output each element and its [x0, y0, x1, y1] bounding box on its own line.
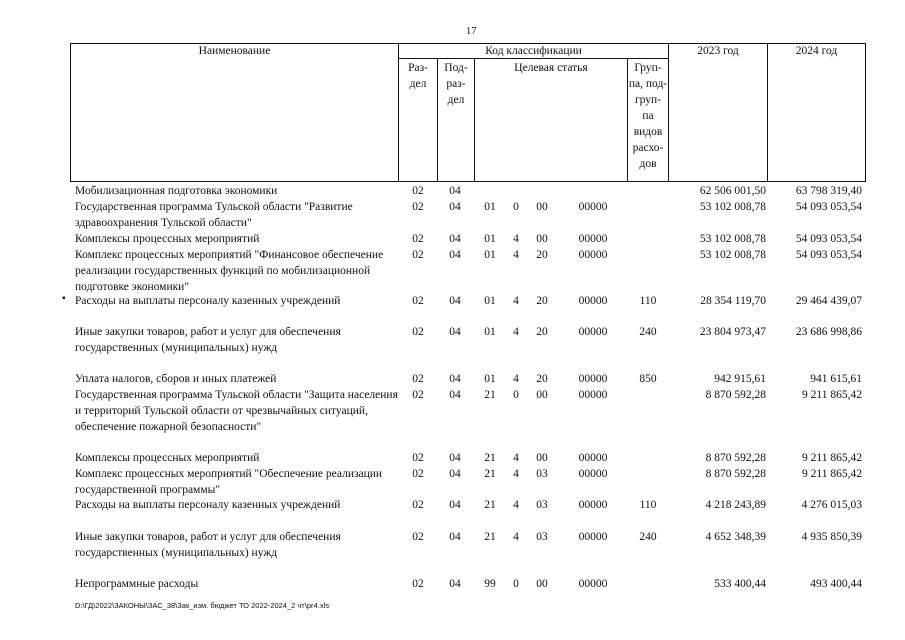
row-name: Уплата налогов, сборов и иных платежей [75, 373, 277, 385]
row-cs1: 01 [484, 201, 496, 213]
row-y1: 942 915,61 [714, 373, 766, 385]
row-cs1: 01 [484, 249, 496, 261]
row-y1: 8 870 592,28 [705, 468, 766, 480]
row-cs3: 00 [536, 578, 548, 590]
row-name: Комплексы процессных мероприятий [75, 452, 260, 464]
row-cs4: 00000 [578, 295, 608, 307]
row-y1: 62 506 001,50 [699, 185, 766, 197]
row-cs2: 4 [513, 452, 519, 464]
row-name: Комплексы процессных мероприятий [75, 233, 260, 245]
row-cs1: 21 [484, 531, 496, 543]
row-y2: 9 211 865,42 [802, 389, 862, 401]
row-r: 02 [412, 373, 424, 385]
row-r: 02 [412, 452, 424, 464]
header-code-group: Код классификации [485, 45, 582, 57]
row-y2: 54 093 053,54 [795, 249, 862, 261]
row-r: 02 [412, 531, 424, 543]
row-cs1: 01 [484, 373, 496, 385]
row-pr: 04 [449, 452, 461, 464]
row-vr: 240 [639, 326, 657, 338]
row-name: Непрограммные расходы [75, 578, 199, 590]
row-cs3: 03 [536, 468, 548, 480]
row-y1: 28 354 119,70 [700, 295, 766, 307]
row-y2: 4 935 850,39 [801, 531, 862, 543]
row-cs4: 00000 [578, 373, 608, 385]
row-pr: 04 [449, 373, 461, 385]
row-cs4: 00000 [578, 499, 608, 511]
row-pr: 04 [449, 499, 461, 511]
header-group: Груп- па, под- груп- па видов расхо- дов [628, 62, 668, 170]
row-cs3: 00 [536, 452, 548, 464]
row-cs2: 4 [513, 249, 519, 261]
row-r: 02 [412, 499, 424, 511]
row-r: 02 [412, 326, 424, 338]
row-pr: 04 [449, 249, 461, 261]
row-cs1: 21 [484, 468, 496, 480]
row-pr: 04 [449, 233, 461, 245]
row-cs3: 03 [536, 531, 548, 543]
row-cs2: 0 [513, 389, 519, 401]
row-y1: 53 102 008,78 [699, 233, 766, 245]
row-r: 02 [412, 578, 424, 590]
row-cs4: 00000 [578, 201, 608, 213]
row-pr: 04 [449, 531, 461, 543]
row-cs2: 0 [513, 578, 519, 590]
header-year-2023: 2023 год [697, 45, 739, 57]
row-cs2: 4 [513, 295, 519, 307]
row-cs2: 4 [513, 326, 519, 338]
row-name: Иные закупки товаров, работ и услуг для обеспечения государственных (муниципальных) нужд [75, 326, 341, 354]
row-cs3: 00 [536, 233, 548, 245]
row-cs3: 00 [536, 389, 548, 401]
row-cs4: 00000 [578, 233, 608, 245]
row-pr: 04 [449, 201, 461, 213]
row-r: 02 [412, 185, 424, 197]
row-cs1: 21 [484, 499, 496, 511]
row-cs4: 00000 [578, 468, 608, 480]
row-y1: 533 400,44 [714, 578, 766, 590]
row-cs4: 00000 [578, 452, 608, 464]
row-y1: 4 218 243,89 [705, 499, 766, 511]
file-path-footer: D:\ГД\2022\ЗАКОНЫ\ЗАС_38\Зак_изм. бюджет ТО 2022-2024_2 чт\рг4.xls [75, 601, 330, 610]
row-r: 02 [412, 389, 424, 401]
row-y1: 4 652 348,39 [705, 531, 766, 543]
row-pr: 04 [449, 185, 461, 197]
row-vr: 110 [639, 295, 657, 307]
row-y2: 54 093 053,54 [795, 233, 862, 245]
row-pr: 04 [449, 389, 461, 401]
row-cs3: 20 [536, 249, 548, 261]
row-cs3: 20 [536, 295, 548, 307]
row-r: 02 [412, 249, 424, 261]
row-cs3: 20 [536, 373, 548, 385]
row-cs2: 4 [513, 499, 519, 511]
row-cs1: 01 [484, 326, 496, 338]
row-cs1: 01 [484, 233, 496, 245]
header-name: Наименование [198, 45, 271, 57]
row-y2: 63 798 319,40 [795, 185, 862, 197]
row-name: Мобилизационная подготовка экономики [75, 185, 278, 197]
row-y2: 54 093 053,54 [795, 201, 862, 213]
row-cs1: 21 [484, 452, 496, 464]
header-year-2024: 2024 год [795, 45, 838, 57]
row-cs4: 00000 [578, 531, 608, 543]
row-cs2: 4 [513, 468, 519, 480]
row-cs1: 21 [484, 389, 496, 401]
row-cs2: 4 [513, 233, 519, 245]
margin-mark: ▪ [62, 293, 66, 304]
row-y1: 8 870 592,28 [705, 389, 766, 401]
row-vr: 240 [639, 531, 657, 543]
row-y2: 9 211 865,42 [802, 452, 862, 464]
row-cs4: 00000 [578, 389, 608, 401]
row-cs3: 03 [536, 499, 548, 511]
row-y1: 53 102 008,78 [699, 249, 766, 261]
row-name: Государственная программа Тульской области "Защита населения и территорий Тульской области от чрезвычайных ситуаций, обеспечение пожарной безопасности" [75, 389, 398, 433]
row-y1: 23 804 973,47 [699, 326, 766, 338]
row-pr: 04 [449, 578, 461, 590]
row-pr: 04 [449, 295, 461, 307]
header-podrazdel: Под- раз- дел [444, 62, 468, 106]
row-vr: 110 [639, 499, 657, 511]
row-name: Расходы на выплаты персоналу казенных учреждений [75, 295, 341, 307]
row-cs4: 00000 [578, 578, 608, 590]
row-r: 02 [412, 295, 424, 307]
header-razdel: Раз- дел [408, 62, 428, 90]
row-cs2: 4 [513, 373, 519, 385]
row-y1: 8 870 592,28 [705, 452, 766, 464]
row-y2: 493 400,44 [810, 578, 862, 590]
row-cs4: 00000 [578, 249, 608, 261]
row-r: 02 [412, 233, 424, 245]
row-name: Расходы на выплаты персоналу казенных учреждений [75, 499, 341, 511]
row-cs2: 4 [513, 531, 519, 543]
row-y2: 4 276 015,03 [801, 499, 862, 511]
header-target: Целевая статья [514, 62, 588, 74]
row-vr: 850 [639, 373, 657, 385]
row-r: 02 [412, 468, 424, 480]
row-cs3: 20 [536, 326, 548, 338]
row-cs2: 0 [513, 201, 519, 213]
row-pr: 04 [449, 468, 461, 480]
row-y2: 941 615,61 [810, 373, 862, 385]
row-name: Иные закупки товаров, работ и услуг для обеспечения государственных (муниципальных) нужд [75, 531, 341, 559]
row-r: 02 [412, 201, 424, 213]
row-cs1: 01 [484, 295, 496, 307]
row-name: Комплекс процессных мероприятий "Обеспечение реализации государственной программы" [75, 468, 383, 496]
page-number: 17 [466, 26, 477, 37]
row-y1: 53 102 008,78 [699, 201, 766, 213]
row-name: Государственная программа Тульской области "Развитие здравоохранения Тульской области" [75, 201, 353, 229]
row-cs4: 00000 [578, 326, 608, 338]
row-cs1: 99 [484, 578, 496, 590]
row-y2: 9 211 865,42 [802, 468, 862, 480]
row-y2: 29 464 439,07 [795, 295, 862, 307]
row-name: Комплекс процессных мероприятий "Финансовое обеспечение реализации государственных функций по мобилизационной подготовке экономики" [75, 249, 384, 293]
row-y2: 23 686 998,86 [795, 326, 862, 338]
row-cs3: 00 [536, 201, 548, 213]
row-pr: 04 [449, 326, 461, 338]
